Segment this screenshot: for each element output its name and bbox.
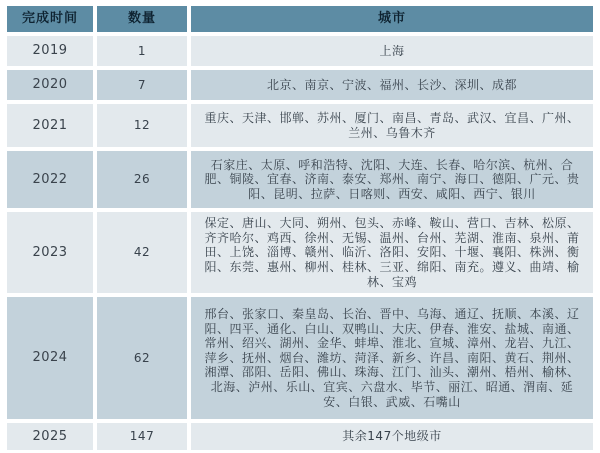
count-cell: 26 [97,151,187,208]
header-completion-time: 完成时间 [7,6,93,32]
table-row-2025 [7,423,593,450]
header-quantity: 数量 [97,6,187,32]
table-row-2020 [7,70,593,100]
year-cell: 2022 [7,151,93,208]
cities-cell: 其余147个地级市 [191,423,593,450]
table-row-2024 [7,297,593,419]
year-cell: 2025 [7,423,93,450]
cities-cell: 重庆、天津、邯郸、苏州、厦门、南昌、青岛、武汉、宜昌、广州、兰州、乌鲁木齐 [191,104,593,147]
table-header-row [7,6,593,32]
cities-cell: 邢台、张家口、秦皇岛、长治、晋中、乌海、通辽、抚顺、本溪、辽阳、四平、通化、白山、双鸭山、大庆、伊春、淮安、盐城、南通、常州、绍兴、湖州、金华、蚌埠、淮北、宣城、漳州、龙岩、九江、萍乡、抚州、烟台、潍坊、菏泽、新乡、许昌、南阳、黄石、荆州、湘潭、邵阳、岳阳、佛山、珠海、江门、汕头、潮州、梧州、榆林、北海、泸州、乐山、宜宾、六盘水、毕节、丽江、昭通、渭南、延安、白银、武威、石嘴山 [191,297,593,419]
year-cell: 2021 [7,104,93,147]
count-cell: 62 [97,297,187,419]
header-cities: 城市 [191,6,593,32]
year-cell: 2023 [7,212,93,293]
count-cell: 12 [97,104,187,147]
cities-cell: 保定、唐山、大同、朔州、包头、赤峰、鞍山、营口、吉林、松原、齐齐哈尔、鸡西、徐州、无锡、温州、台州、芜湖、淮南、泉州、莆田、上饶、淄博、赣州、临沂、洛阳、安阳、十堰、襄阳、株洲、衡阳、东莞、惠州、柳州、桂林、三亚、绵阳、南充。遵义、曲靖、榆林、宝鸡 [191,212,593,293]
table-row-2021 [7,104,593,147]
year-cell: 2019 [7,36,93,66]
table-row-2022 [7,151,593,208]
count-cell: 147 [97,423,187,450]
cities-cell: 上海 [191,36,593,66]
year-cell: 2020 [7,70,93,100]
cities-cell: 石家庄、太原、呼和浩特、沈阳、大连、长春、哈尔滨、杭州、合肥、铜陵、宜春、济南、泰安、郑州、南宁、海口、德阳、广元、贵阳、昆明、拉萨、日喀则、西安、咸阳、西宁、银川 [191,151,593,208]
table-row-2023 [7,212,593,293]
table-row-2019 [7,36,593,66]
count-cell: 1 [97,36,187,66]
cities-cell: 北京、南京、宁波、福州、长沙、深圳、成都 [191,70,593,100]
count-cell: 7 [97,70,187,100]
year-cell: 2024 [7,297,93,419]
count-cell: 42 [97,212,187,293]
